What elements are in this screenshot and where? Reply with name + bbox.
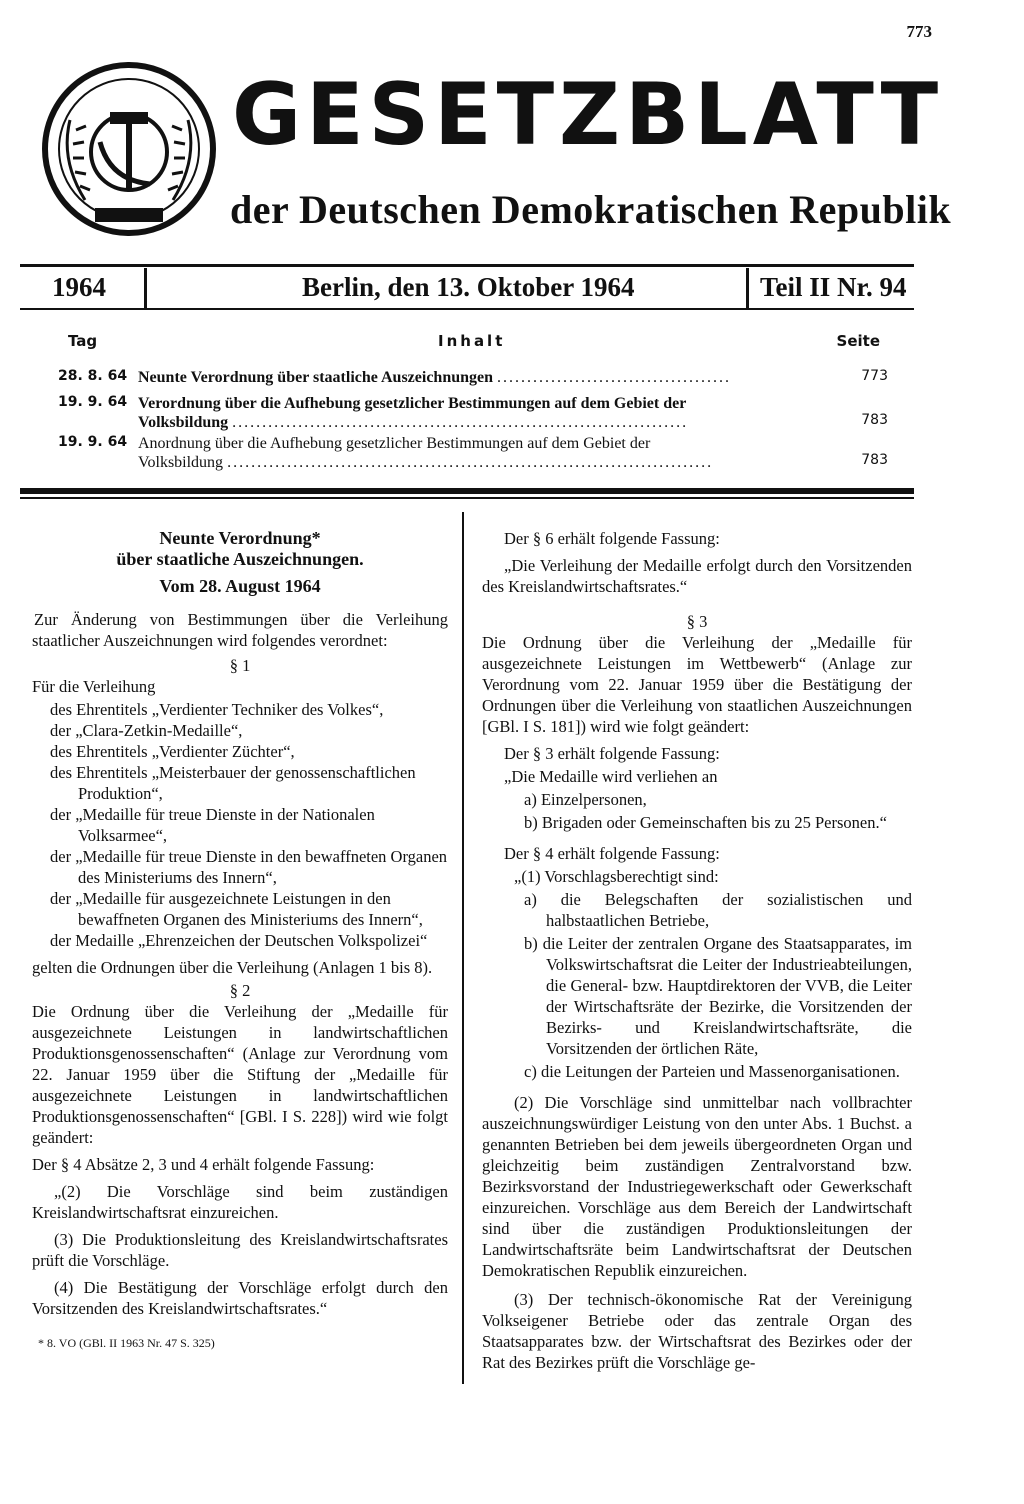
award-list xyxy=(32,699,448,951)
list-item: b) die Leiter der zentralen Organe des Staatsapparates, im Volkswirtschaftsrat die Leiter der Industrieabteilungen, die General- bzw. Hauptdirektoren der VVB, die Leiter der Wirtschaftsräte der Bezirke, die Vorsitzenden der Bezirks- und Kreislandwirtschaftsräte, die Vorsitzenden der örtlichen Räte, xyxy=(524,934,912,1058)
paragraph: (3) Die Produktionsleitung des Kreislandwirtschaftsrates prüft die Vorschläge. xyxy=(32,1230,448,1270)
toc-entry-date: 19. 9. 64 xyxy=(58,434,128,450)
list-item: der „Medaille für ausgezeichnete Leistungen in den bewaffneten Organen des Ministeriums des Innern“, xyxy=(50,889,423,929)
toc-header-content: Inhalt xyxy=(438,332,506,350)
list-item: der Medaille „Ehrenzeichen der Deutschen Volkspolizei“ xyxy=(50,931,428,950)
list-item: a) die Belegschaften der sozialistischen und halbstaatlichen Betriebe, xyxy=(524,890,912,930)
list-item: a) Einzelpersonen, xyxy=(524,790,647,809)
section-heading: § 1 xyxy=(229,656,251,675)
left-column xyxy=(32,528,448,1354)
issue-year: 1964 xyxy=(52,272,106,302)
decree-date: Vom 28. August 1964 xyxy=(159,576,321,596)
intro-paragraph: Zur Änderung von Bestimmungen über die Verleihung staatlicher Auszeichnungen wird folgendes verordnet: xyxy=(32,610,448,650)
toc-entry-date: 19. 9. 64 xyxy=(58,394,128,410)
list-item: der „Medaille für treue Dienste in der Nationalen Volksarmee“, xyxy=(50,805,375,845)
paragraph: „Die Verleihung der Medaille erfolgt durch den Vorsitzenden des Kreislandwirtschaftsrates.“ xyxy=(482,556,912,596)
toc-entry-page: 773 xyxy=(861,368,888,384)
state-emblem-icon xyxy=(40,60,218,238)
paragraph: „Die Medaille wird verliehen an xyxy=(504,767,718,786)
paragraph: (2) Die Vorschläge sind unmittelbar nach vollbrachter auszeichnungswürdiger Leistung von den unter Abs. 1 Buchst. a genannten Betrieben bei dem jeweils übergeordneten Organ und gleichzeitig beim zuständigen Zentralvorstand bzw. Bezirksvorstand der Industriegewerkschaft oder Gewerkschaft einzureichen. Vorschläge aus dem Bereich der Landwirtschaft sind über die zuständigen Produktionsleitungen der Landwirtschaftsräte beim Landwirtschaftsrat der Deutschen Demokratischen Republik einzureichen. xyxy=(482,1093,912,1280)
paragraph: Für die Verleihung xyxy=(32,677,156,696)
divider xyxy=(746,268,749,308)
paragraph: „(1) Vorschlagsberechtigt sind: xyxy=(514,867,719,886)
toc-header-day: Tag xyxy=(68,332,98,350)
paragraph: Der § 6 erhält folgende Fassung: xyxy=(504,529,720,548)
list-item: der „Clara-Zetkin-Medaille“, xyxy=(50,721,243,740)
toc-entry-title: Neunte Verordnung über staatliche Auszeichnungen ....................................... xyxy=(138,369,732,386)
list-item: der „Medaille für treue Dienste in den bewaffneten Organen des Ministeriums des Innern“, xyxy=(50,847,448,887)
issue-info-bar xyxy=(20,268,914,308)
paragraph: Der § 4 erhält folgende Fassung: xyxy=(504,844,720,863)
toc-entry-date: 28. 8. 64 xyxy=(58,368,128,384)
paragraph: Die Ordnung über die Verleihung der „Medaille für ausgezeichnete Leistungen im Wettbewerb“ (Anlage zur Verordnung vom 22. Januar 1959 über die Bestätigung der Ordnungen über die Verleihung von staatlichen Auszeichnungen [GBl. I S. 181]) wird wie folgt geändert: xyxy=(482,633,912,736)
toc-entry-title: Verordnung über die Aufhebung gesetzlicher Bestimmungen auf dem Gebiet der Volksbildung ............................................................................ xyxy=(138,395,689,431)
masthead-title: GESETZBLATT xyxy=(232,65,944,165)
list-item: des Ehrentitels „Verdienter Techniker des Volkes“, xyxy=(50,700,384,719)
toc-rule xyxy=(20,488,914,494)
list-item: des Ehrentitels „Verdienter Züchter“, xyxy=(50,742,295,761)
right-column xyxy=(482,528,912,1373)
paragraph: „(2) Die Vorschläge sind beim zuständigen Kreislandwirtschaftsrat einzureichen. xyxy=(32,1182,448,1222)
toc-entry-title: Anordnung über die Aufhebung gesetzlicher Bestimmungen auf dem Gebiet der Volksbildung ................................................................................. xyxy=(138,435,714,471)
paragraph: Der § 4 Absätze 2, 3 und 4 erhält folgende Fassung: xyxy=(32,1155,375,1174)
footnote: * 8. VO (GBl. II 1963 Nr. 47 S. 325) xyxy=(38,1336,215,1350)
column-divider xyxy=(462,512,464,1384)
toc-rule-thin xyxy=(20,497,914,499)
paragraph: (3) Der technisch-ökonomische Rat der Vereinigung Volkseigener Betriebe oder das zentrale Organ des Staatsapparates bzw. der Wirtschaftsrat des Bezirkes oder der Rat des Bezirkes prüft die Vorschläge ge- xyxy=(482,1290,912,1372)
toc-header-page: Seite xyxy=(836,332,880,350)
decree-subtitle: über staatliche Auszeichnungen. xyxy=(116,549,364,569)
toc-entry-page: 783 xyxy=(861,412,888,428)
list-item: b) Brigaden oder Gemeinschaften bis zu 25 Personen.“ xyxy=(524,813,887,832)
list-item: c) die Leitungen der Parteien und Massenorganisationen. xyxy=(524,1062,900,1081)
paragraph: gelten die Ordnungen über die Verleihung (Anlagen 1 bis 8). xyxy=(32,958,433,977)
paragraph: Der § 3 erhält folgende Fassung: xyxy=(504,744,720,763)
divider xyxy=(144,268,147,308)
section-heading: § 2 xyxy=(229,981,251,1000)
paragraph: (4) Die Bestätigung der Vorschläge erfolgt durch den Vorsitzenden des Kreislandwirtschaftsrates.“ xyxy=(32,1278,448,1318)
list-item: des Ehrentitels „Meisterbauer der genossenschaftlichen Produktion“, xyxy=(50,763,416,803)
issue-part-number: Teil II Nr. 94 xyxy=(760,272,907,302)
header-rule-top xyxy=(20,264,914,267)
section-heading: § 3 xyxy=(686,612,708,631)
decree-title: Neunte Verordnung* xyxy=(159,528,321,548)
issue-place-date: Berlin, den 13. Oktober 1964 xyxy=(302,272,635,302)
toc-entry-page: 783 xyxy=(861,452,888,468)
masthead-subtitle: der Deutschen Demokratischen Republik xyxy=(230,187,952,232)
paragraph: Die Ordnung über die Verleihung der „Medaille für ausgezeichnete Leistungen in landwirtschaftlichen Produktionsgenossenschaften“ (Anlage zur Verordnung vom 22. Januar 1959 über die Stiftung der „Medaille für ausgezeichnete Leistungen in landwirtschaftlichen Produktionsgenossenschaften“ [GBl. I S. 228]) wird wie folgt geändert: xyxy=(32,1002,448,1147)
page-number: 773 xyxy=(906,22,932,41)
header-rule-bottom xyxy=(20,308,914,310)
